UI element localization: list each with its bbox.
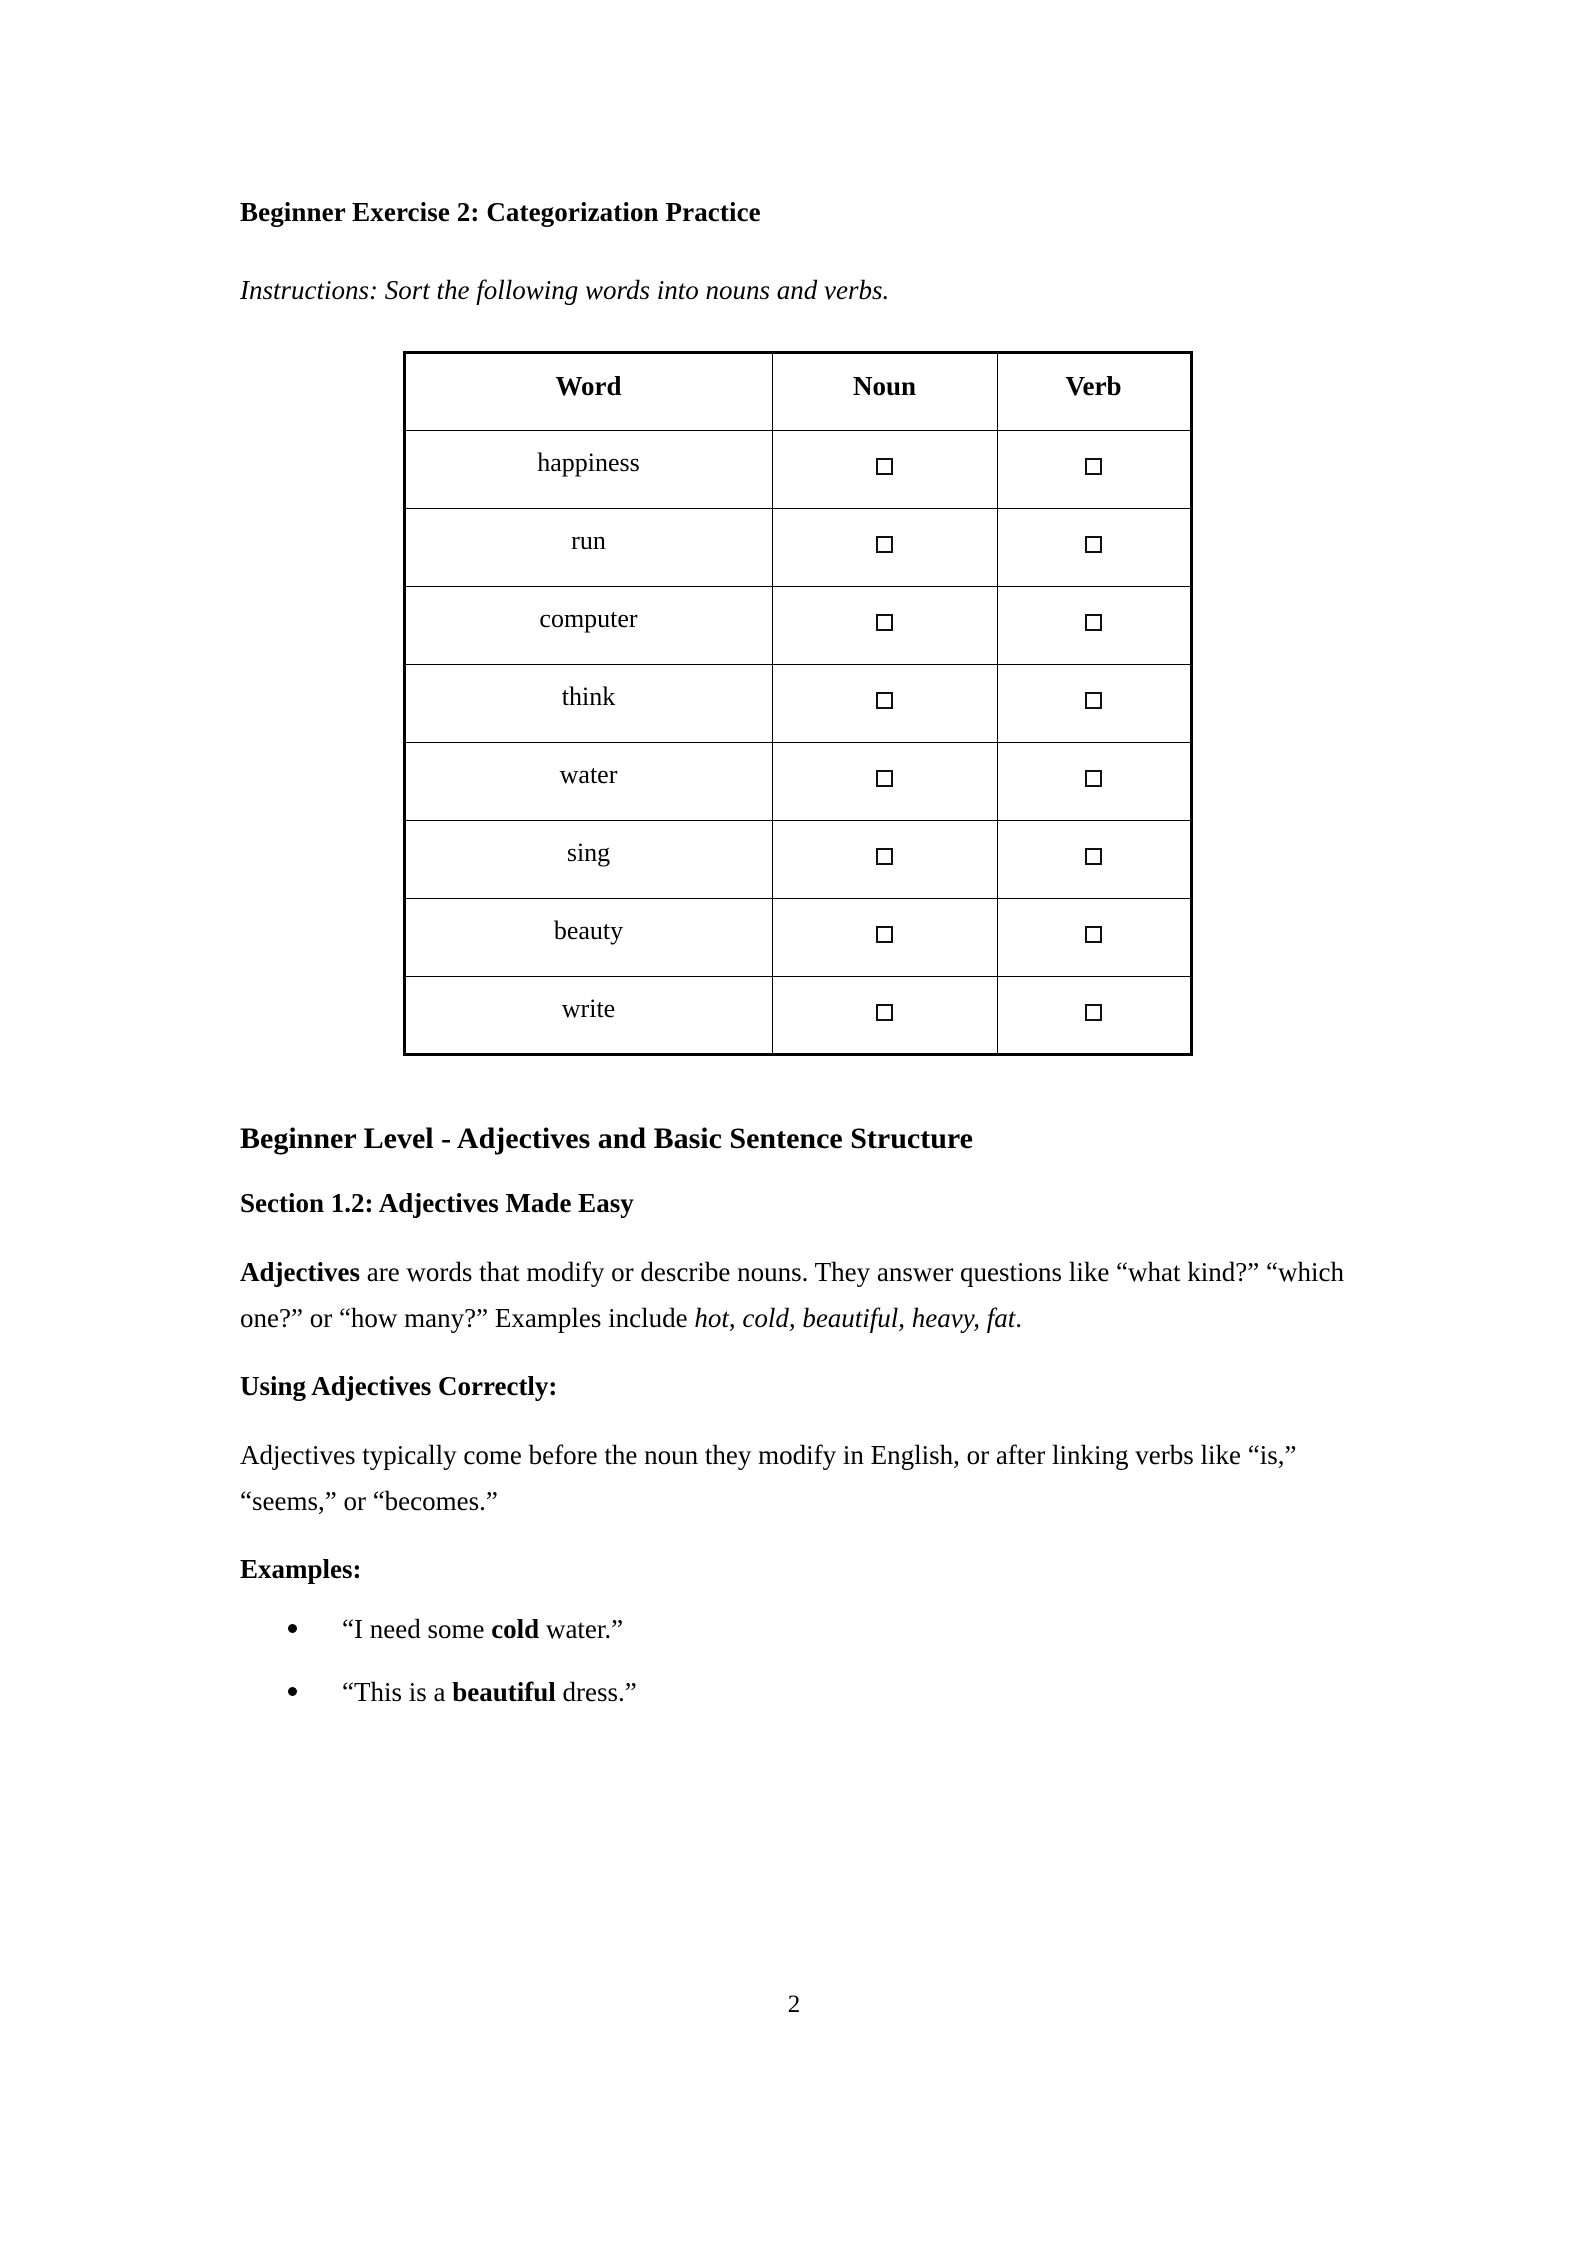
noun-checkbox-cell[interactable]	[772, 430, 997, 508]
list-item	[240, 1612, 1355, 1647]
empty-checkbox-icon[interactable]	[876, 614, 893, 631]
noun-checkbox-cell[interactable]	[772, 976, 997, 1054]
empty-checkbox-icon[interactable]	[876, 458, 893, 475]
definition-examples-italic: hot, cold, beautiful, heavy, fat	[694, 1303, 1016, 1334]
table-row	[404, 820, 1191, 898]
usage-paragraph: Adjectives typically come before the noun they modify in English, or after linking verbs like “is,” “seems,” or “becomes.”	[240, 1439, 1297, 1517]
table-row	[404, 586, 1191, 664]
word-cell: computer	[404, 586, 772, 664]
spacer	[240, 1157, 1355, 1187]
table-header-row	[404, 352, 1191, 430]
table-row	[404, 976, 1191, 1054]
noun-checkbox-cell[interactable]	[772, 898, 997, 976]
empty-checkbox-icon[interactable]	[1085, 848, 1102, 865]
definition-body-first: are words that modify or describe nouns. They answer questions like “what kind?” “which one?” or “how many?” Examples include	[240, 1257, 1344, 1334]
spacer	[240, 307, 1355, 351]
example-suffix: dress.”	[555, 1677, 637, 1708]
table-row	[404, 664, 1191, 742]
empty-checkbox-icon[interactable]	[876, 848, 893, 865]
word-cell: run	[404, 508, 772, 586]
spacer	[240, 1404, 1355, 1432]
list-item	[240, 1675, 1355, 1710]
definition-lead-term: Adjectives	[240, 1257, 360, 1288]
table-row	[404, 430, 1191, 508]
word-cell: water	[404, 742, 772, 820]
empty-checkbox-icon[interactable]	[876, 926, 893, 943]
verb-checkbox-cell[interactable]	[997, 430, 1191, 508]
word-cell: sing	[404, 820, 772, 898]
verb-checkbox-cell[interactable]	[997, 742, 1191, 820]
example-suffix: water.”	[539, 1614, 624, 1645]
noun-checkbox-cell[interactable]	[772, 742, 997, 820]
categorization-table	[403, 351, 1193, 1056]
word-cell: think	[404, 664, 772, 742]
spacer	[240, 1056, 1355, 1120]
example-prefix: “This is a	[342, 1677, 453, 1708]
noun-checkbox-cell[interactable]	[772, 586, 997, 664]
empty-checkbox-icon[interactable]	[1085, 926, 1102, 943]
empty-checkbox-icon[interactable]	[876, 1004, 893, 1021]
word-cell: beauty	[404, 898, 772, 976]
verb-checkbox-cell[interactable]	[997, 976, 1191, 1054]
verb-checkbox-cell[interactable]	[997, 664, 1191, 742]
page-content	[240, 196, 1355, 1710]
spacer	[240, 1525, 1355, 1553]
table-row	[404, 898, 1191, 976]
section-heading: Section 1.2: Adjectives Made Easy	[240, 1188, 634, 1219]
column-header-word: Word	[404, 352, 772, 430]
usage-heading: Using Adjectives Correctly:	[240, 1370, 558, 1401]
adjectives-definition-paragraph	[240, 1249, 1355, 1342]
examples-list	[240, 1612, 1355, 1710]
column-header-noun: Noun	[772, 352, 997, 430]
exercise-heading: Beginner Exercise 2: Categorization Practice	[240, 197, 761, 227]
example-bold-word: cold	[491, 1614, 540, 1645]
empty-checkbox-icon[interactable]	[1085, 614, 1102, 631]
verb-checkbox-cell[interactable]	[997, 898, 1191, 976]
empty-checkbox-icon[interactable]	[1085, 458, 1102, 475]
column-header-verb: Verb	[997, 352, 1191, 430]
empty-checkbox-icon[interactable]	[876, 770, 893, 787]
verb-checkbox-cell[interactable]	[997, 586, 1191, 664]
bullet-icon	[288, 1687, 297, 1696]
definition-body-last: .	[1015, 1303, 1023, 1334]
word-cell: happiness	[404, 430, 772, 508]
example-bold-word: beautiful	[452, 1677, 556, 1708]
empty-checkbox-icon[interactable]	[1085, 536, 1102, 553]
examples-heading: Examples:	[240, 1553, 362, 1584]
table-row	[404, 508, 1191, 586]
spacer	[240, 1342, 1355, 1370]
empty-checkbox-icon[interactable]	[876, 536, 893, 553]
level-heading: Beginner Level - Adjectives and Basic Sentence Structure	[240, 1121, 973, 1155]
empty-checkbox-icon[interactable]	[1085, 770, 1102, 787]
spacer	[240, 1221, 1355, 1249]
noun-checkbox-cell[interactable]	[772, 820, 997, 898]
word-cell: write	[404, 976, 772, 1054]
noun-checkbox-cell[interactable]	[772, 664, 997, 742]
empty-checkbox-icon[interactable]	[1085, 692, 1102, 709]
empty-checkbox-icon[interactable]	[876, 692, 893, 709]
example-prefix: “I need some	[342, 1614, 492, 1645]
page-number: 2	[787, 1991, 801, 2018]
verb-checkbox-cell[interactable]	[997, 820, 1191, 898]
categorization-table-wrapper	[240, 351, 1355, 1056]
noun-checkbox-cell[interactable]	[772, 508, 997, 586]
table-row	[404, 742, 1191, 820]
empty-checkbox-icon[interactable]	[1085, 1004, 1102, 1021]
verb-checkbox-cell[interactable]	[997, 508, 1191, 586]
exercise-instructions: Instructions: Sort the following words into nouns and verbs.	[240, 275, 890, 306]
bullet-icon	[288, 1624, 297, 1633]
